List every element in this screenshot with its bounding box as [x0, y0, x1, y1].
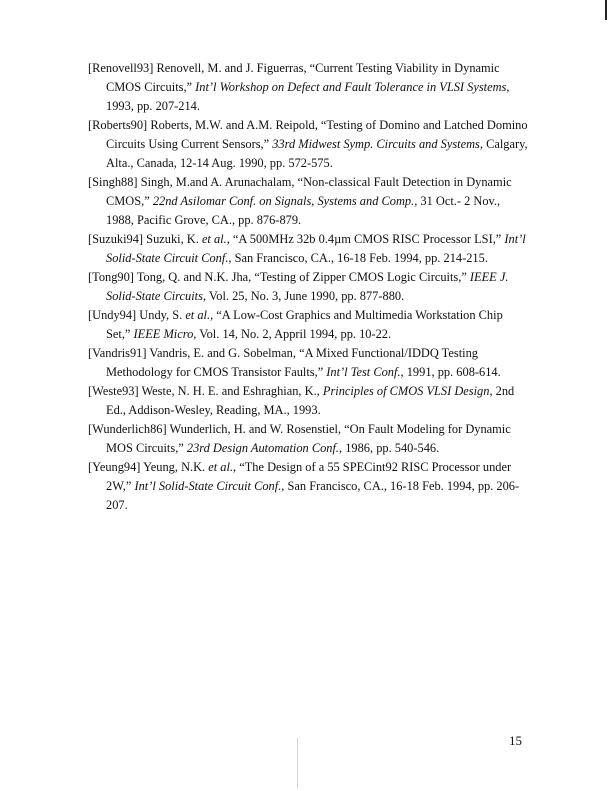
reference-tong90: [Tong90] Tong, Q. and N.K. Jha, “Testing of Zipper CMOS Logic Circuits,” IEEE J. Solid-State Circuits, Vol. 25, No. 3, June 1990, pp. 877-880. — [88, 270, 509, 303]
ref-tag: [Yeung94] — [88, 460, 141, 474]
ref-tag: [Roberts90] — [88, 118, 148, 132]
reference-roberts90: [Roberts90] Roberts, M.W. and A.M. Reipold, “Testing of Domino and Latched Domino Circuits Using Current Sensors,” 33rd Midwest Symp. Circuits and Systems, Calgary, Alta., Canada, 12-14 Aug. 1990, pp. 572-575. — [88, 118, 528, 170]
ref-tag: [Tong90] — [88, 270, 134, 284]
ref-tag: [Suzuki94] — [88, 232, 144, 246]
ref-tag: [Vandris91] — [88, 346, 147, 360]
scan-edge-mark — [605, 0, 607, 20]
reference-singh88: [Singh88] Singh, M.and A. Arunachalam, “Non-classical Fault Detection in Dynamic CMOS,” 22nd Asilomar Conf. on Signals, Systems and Comp., 31 Oct.- 2 Nov., 1988, Pacific Grove, CA., pp. 876-879. — [88, 175, 512, 227]
ref-tag: [Renovell93] — [88, 61, 154, 75]
reference-yeung94: [Yeung94] Yeung, N.K. et al., “The Design of a 55 SPECint92 RISC Processor under 2W,” Int’l Solid-State Circuit Conf., San Francisco, CA., 16-18 Feb. 1994, pp. 206-207. — [88, 460, 520, 512]
reference-list — [88, 59, 528, 515]
reference-undy94: [Undy94] Undy, S. et al., “A Low-Cost Graphics and Multimedia Workstation Chip Set,” IEEE Micro, Vol. 14, No. 2, Appril 1994, pp. 10-22. — [88, 308, 503, 341]
reference-renovell93: [Renovell93] Renovell, M. and J. Figuerras, “Current Testing Viability in Dynamic CMOS Circuits,” Int’l Workshop on Defect and Fault Tolerance in VLSI Systems, 1993, pp. 207-214. — [88, 61, 510, 113]
ref-tag: [Undy94] — [88, 308, 137, 322]
ref-tag: [Wunderlich86] — [88, 422, 167, 436]
ref-tag: [Weste93] — [88, 384, 139, 398]
reference-suzuki94: [Suzuki94] Suzuki, K. et al., “A 500MHz 32b 0.4µm CMOS RISC Processor LSI,” Int’l Solid-State Circuit Conf., San Francisco, CA., 16-18 Feb. 1994, pp. 214-215. — [88, 232, 526, 265]
reference-weste93: [Weste93] Weste, N. H. E. and Eshraghian, K., Principles of CMOS VLSI Design, 2nd Ed., Addison-Wesley, Reading, MA., 1993. — [88, 384, 515, 417]
scan-artifact-line — [297, 738, 298, 788]
reference-vandris91: [Vandris91] Vandris, E. and G. Sobelman, “A Mixed Functional/IDDQ Testing Methodology for CMOS Transistor Faults,” Int’l Test Conf., 1991, pp. 608-614. — [88, 346, 501, 379]
ref-tag: [Singh88] — [88, 175, 138, 189]
page-number: 15 — [509, 733, 522, 748]
reference-wunderlich86: [Wunderlich86] Wunderlich, H. and W. Rosenstiel, “On Fault Modeling for Dynamic MOS Circuits,” 23rd Design Automation Conf., 1986, pp. 540-546. — [88, 422, 511, 455]
